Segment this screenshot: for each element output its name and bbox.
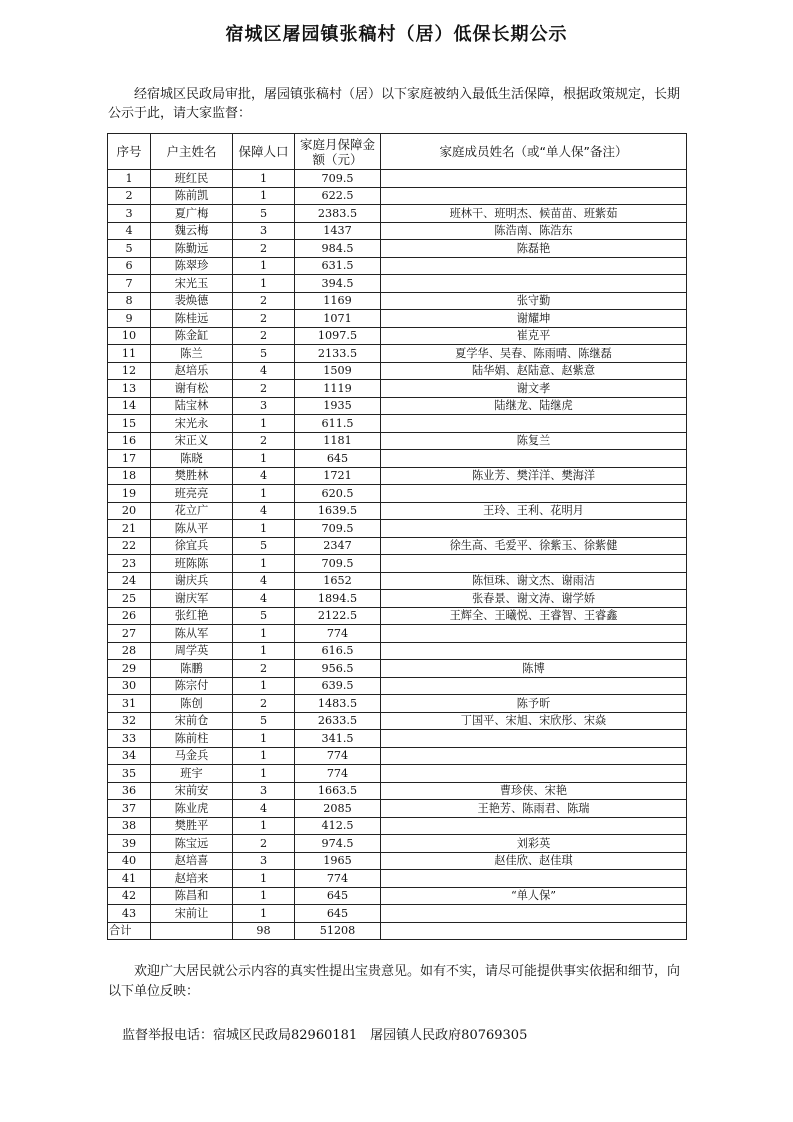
- table-row: [108, 310, 687, 328]
- table-row: [108, 642, 687, 660]
- table-row: [108, 555, 687, 573]
- cell-householder: 陈晓: [151, 450, 233, 468]
- cell-amount: 1935: [295, 397, 381, 415]
- cell-people: 1: [233, 170, 295, 188]
- cell-amount: 1071: [295, 310, 381, 328]
- cell-members: 王艳芳、陈雨君、陈瑞: [381, 800, 687, 818]
- cell-members: [381, 677, 687, 695]
- cell-index: 21: [108, 520, 151, 538]
- cell-people: 2: [233, 327, 295, 345]
- cell-index: 20: [108, 502, 151, 520]
- cell-people: 1: [233, 870, 295, 888]
- table-row: [108, 275, 687, 293]
- cell-householder: 张红艳: [151, 607, 233, 625]
- table-row: [108, 432, 687, 450]
- cell-householder: 陈从军: [151, 625, 233, 643]
- table-row: [108, 450, 687, 468]
- cell-amount: 639.5: [295, 677, 381, 695]
- cell-members: 丁国平、宋旭、宋欣彤、宋焱: [381, 712, 687, 730]
- table-row: [108, 345, 687, 363]
- cell-householder: 宋正义: [151, 432, 233, 450]
- table-row: [108, 887, 687, 905]
- cell-members: 王辉全、王曦悦、王睿智、王睿鑫: [381, 607, 687, 625]
- cell-amount: 2085: [295, 800, 381, 818]
- cell-householder: 班红民: [151, 170, 233, 188]
- cell-members: [381, 870, 687, 888]
- cell-householder: 陈勤远: [151, 240, 233, 258]
- cell-amount: 631.5: [295, 257, 381, 275]
- cell-people: 2: [233, 695, 295, 713]
- cell-people: 3: [233, 222, 295, 240]
- table-row: [108, 520, 687, 538]
- cell-people: 1: [233, 887, 295, 905]
- cell-index: 42: [108, 887, 151, 905]
- table-row: [108, 502, 687, 520]
- table-row: [108, 782, 687, 800]
- cell-people: 3: [233, 782, 295, 800]
- cell-householder: 陈金缸: [151, 327, 233, 345]
- cell-people: 1: [233, 415, 295, 433]
- cell-amount: 1097.5: [295, 327, 381, 345]
- cell-amount: 974.5: [295, 835, 381, 853]
- cell-householder: 陈桂远: [151, 310, 233, 328]
- cell-householder: 宋前让: [151, 905, 233, 923]
- cell-index: 37: [108, 800, 151, 818]
- cell-householder: 赵培乐: [151, 362, 233, 380]
- cell-amount: 341.5: [295, 730, 381, 748]
- cell-index: 35: [108, 765, 151, 783]
- cell-people: 2: [233, 432, 295, 450]
- cell-amount: 645: [295, 450, 381, 468]
- table-row: [108, 800, 687, 818]
- cell-index: 43: [108, 905, 151, 923]
- cell-people: 3: [233, 852, 295, 870]
- header-members: 家庭成员姓名（或“单人保”备注）: [381, 134, 687, 170]
- cell-householder: 樊胜平: [151, 817, 233, 835]
- table-row: [108, 537, 687, 555]
- cell-people: 2: [233, 310, 295, 328]
- cell-index: 22: [108, 537, 151, 555]
- cell-amount: 1721: [295, 467, 381, 485]
- cell-amount: 984.5: [295, 240, 381, 258]
- total-people: 98: [233, 922, 295, 940]
- cell-people: 4: [233, 800, 295, 818]
- table-row: [108, 467, 687, 485]
- cell-members: [381, 642, 687, 660]
- table-row: [108, 835, 687, 853]
- header-index: 序号: [108, 134, 151, 170]
- header-amount: 家庭月保障金额（元）: [295, 134, 381, 170]
- cell-householder: 陆宝林: [151, 397, 233, 415]
- cell-amount: 645: [295, 905, 381, 923]
- cell-amount: 645: [295, 887, 381, 905]
- cell-index: 6: [108, 257, 151, 275]
- table-row: [108, 695, 687, 713]
- cell-householder: 谢庆兵: [151, 572, 233, 590]
- cell-householder: 陈宝远: [151, 835, 233, 853]
- cell-index: 38: [108, 817, 151, 835]
- cell-members: [381, 817, 687, 835]
- cell-index: 27: [108, 625, 151, 643]
- cell-amount: 956.5: [295, 660, 381, 678]
- cell-members: [381, 905, 687, 923]
- cell-amount: 2633.5: [295, 712, 381, 730]
- cell-people: 5: [233, 205, 295, 223]
- cell-people: 1: [233, 187, 295, 205]
- cell-householder: 陈兰: [151, 345, 233, 363]
- cell-amount: 2122.5: [295, 607, 381, 625]
- cell-index: 32: [108, 712, 151, 730]
- cell-householder: 魏云梅: [151, 222, 233, 240]
- table-row: [108, 240, 687, 258]
- cell-amount: 709.5: [295, 555, 381, 573]
- cell-people: 1: [233, 642, 295, 660]
- cell-people: 4: [233, 590, 295, 608]
- cell-people: 1: [233, 485, 295, 503]
- cell-amount: 709.5: [295, 520, 381, 538]
- cell-amount: 1509: [295, 362, 381, 380]
- cell-members: [381, 170, 687, 188]
- cell-people: 2: [233, 660, 295, 678]
- cell-index: 41: [108, 870, 151, 888]
- cell-amount: 394.5: [295, 275, 381, 293]
- cell-members: [381, 485, 687, 503]
- cell-people: 1: [233, 747, 295, 765]
- cell-people: 1: [233, 765, 295, 783]
- cell-people: 1: [233, 450, 295, 468]
- table-row: [108, 222, 687, 240]
- cell-members: 徐生高、毛爱平、徐紫玉、徐紫健: [381, 537, 687, 555]
- cell-people: 1: [233, 677, 295, 695]
- cell-members: “单人保”: [381, 887, 687, 905]
- table-row: [108, 677, 687, 695]
- cell-members: [381, 765, 687, 783]
- cell-members: 陈磊艳: [381, 240, 687, 258]
- table-row: [108, 607, 687, 625]
- table-row: [108, 205, 687, 223]
- cell-amount: 1181: [295, 432, 381, 450]
- cell-amount: 611.5: [295, 415, 381, 433]
- table-row: [108, 187, 687, 205]
- cell-members: [381, 730, 687, 748]
- table-row: [108, 170, 687, 188]
- cell-members: 陆华娟、赵陆意、赵紫意: [381, 362, 687, 380]
- cell-people: 1: [233, 905, 295, 923]
- table-row: [108, 380, 687, 398]
- cell-members: 陈予昕: [381, 695, 687, 713]
- cell-members: 赵佳欣、赵佳琪: [381, 852, 687, 870]
- cell-index: 12: [108, 362, 151, 380]
- cell-householder: 陈创: [151, 695, 233, 713]
- cell-members: 陈恒珠、谢文杰、谢雨洁: [381, 572, 687, 590]
- cell-index: 33: [108, 730, 151, 748]
- cell-amount: 620.5: [295, 485, 381, 503]
- table-row: [108, 817, 687, 835]
- cell-householder: 班亮亮: [151, 485, 233, 503]
- table-row: [108, 730, 687, 748]
- cell-people: 2: [233, 835, 295, 853]
- table-header-row: [108, 134, 687, 170]
- cell-amount: 1652: [295, 572, 381, 590]
- cell-members: [381, 555, 687, 573]
- cell-people: 1: [233, 555, 295, 573]
- cell-amount: 2133.5: [295, 345, 381, 363]
- table-row: [108, 292, 687, 310]
- cell-members: [381, 187, 687, 205]
- cell-people: 1: [233, 275, 295, 293]
- cell-amount: 412.5: [295, 817, 381, 835]
- cell-index: 9: [108, 310, 151, 328]
- cell-amount: 774: [295, 747, 381, 765]
- cell-index: 23: [108, 555, 151, 573]
- cell-index: 30: [108, 677, 151, 695]
- cell-amount: 774: [295, 870, 381, 888]
- cell-people: 1: [233, 817, 295, 835]
- cell-index: 7: [108, 275, 151, 293]
- cell-members: 张春景、谢文涛、谢学娇: [381, 590, 687, 608]
- table-row: [108, 765, 687, 783]
- cell-amount: 774: [295, 765, 381, 783]
- cell-people: 1: [233, 520, 295, 538]
- cell-people: 3: [233, 397, 295, 415]
- cell-members: 陈业芳、樊洋洋、樊海洋: [381, 467, 687, 485]
- cell-householder: 陈昌和: [151, 887, 233, 905]
- table-row: [108, 625, 687, 643]
- cell-people: 4: [233, 362, 295, 380]
- cell-amount: 622.5: [295, 187, 381, 205]
- table-row: [108, 415, 687, 433]
- cell-people: 1: [233, 257, 295, 275]
- table-row: [108, 660, 687, 678]
- table-row: [108, 257, 687, 275]
- total-row: [108, 922, 687, 940]
- contact-line: 监督举报电话：宿城区民政局82960181 屠园镇人民政府80769305: [122, 1028, 528, 1043]
- total-householder: [151, 922, 233, 940]
- cell-index: 31: [108, 695, 151, 713]
- cell-index: 11: [108, 345, 151, 363]
- cell-index: 10: [108, 327, 151, 345]
- cell-people: 5: [233, 607, 295, 625]
- cell-members: 陈浩南、陈浩东: [381, 222, 687, 240]
- cell-amount: 774: [295, 625, 381, 643]
- header-people: 保障人口: [233, 134, 295, 170]
- table-row: [108, 590, 687, 608]
- cell-amount: 1894.5: [295, 590, 381, 608]
- intro-paragraph: 经宿城区民政局审批，屠园镇张稿村（居）以下家庭被纳入最低生活保障，根据政策规定，长期公示于此，请大家监督：: [108, 87, 681, 121]
- cell-amount: 2383.5: [295, 205, 381, 223]
- cell-householder: 陈前柱: [151, 730, 233, 748]
- table-row: [108, 747, 687, 765]
- cell-people: 2: [233, 240, 295, 258]
- cell-people: 1: [233, 730, 295, 748]
- cell-householder: 花立广: [151, 502, 233, 520]
- cell-members: [381, 625, 687, 643]
- cell-index: 28: [108, 642, 151, 660]
- cell-members: 曹珍侠、宋艳: [381, 782, 687, 800]
- cell-index: 24: [108, 572, 151, 590]
- cell-householder: 陈翠珍: [151, 257, 233, 275]
- cell-members: 陆继龙、陆继虎: [381, 397, 687, 415]
- table-row: [108, 572, 687, 590]
- cell-index: 5: [108, 240, 151, 258]
- cell-householder: 陈从平: [151, 520, 233, 538]
- cell-householder: 谢庆军: [151, 590, 233, 608]
- cell-members: 陈复兰: [381, 432, 687, 450]
- cell-members: 陈博: [381, 660, 687, 678]
- cell-householder: 谢有松: [151, 380, 233, 398]
- cell-householder: 宋前仓: [151, 712, 233, 730]
- cell-householder: 周学英: [151, 642, 233, 660]
- cell-amount: 2347: [295, 537, 381, 555]
- cell-index: 29: [108, 660, 151, 678]
- cell-index: 17: [108, 450, 151, 468]
- cell-householder: 陈业虎: [151, 800, 233, 818]
- table-row: [108, 905, 687, 923]
- header-householder: 户主姓名: [151, 134, 233, 170]
- cell-householder: 陈宗付: [151, 677, 233, 695]
- cell-amount: 709.5: [295, 170, 381, 188]
- cell-index: 26: [108, 607, 151, 625]
- cell-amount: 1169: [295, 292, 381, 310]
- total-members: [381, 922, 687, 940]
- closing-paragraph: 欢迎广大居民就公示内容的真实性提出宝贵意见。如有不实，请尽可能提供事实依据和细节，向以下单位反映：: [108, 964, 681, 999]
- cell-index: 8: [108, 292, 151, 310]
- cell-people: 5: [233, 537, 295, 555]
- cell-members: 王玲、王利、花明月: [381, 502, 687, 520]
- cell-householder: 樊胜林: [151, 467, 233, 485]
- cell-members: 班林干、班明杰、候苗苗、班紫茹: [381, 205, 687, 223]
- cell-householder: 宋光玉: [151, 275, 233, 293]
- cell-index: 18: [108, 467, 151, 485]
- cell-members: 谢文孝: [381, 380, 687, 398]
- cell-householder: 夏广梅: [151, 205, 233, 223]
- cell-index: 25: [108, 590, 151, 608]
- cell-members: 崔克平: [381, 327, 687, 345]
- cell-householder: 陈鹏: [151, 660, 233, 678]
- assistance-table: [107, 133, 687, 940]
- cell-members: [381, 275, 687, 293]
- cell-householder: 赵培来: [151, 870, 233, 888]
- cell-householder: 班宇: [151, 765, 233, 783]
- table-row: [108, 362, 687, 380]
- cell-householder: 马金兵: [151, 747, 233, 765]
- table-row: [108, 712, 687, 730]
- cell-members: [381, 747, 687, 765]
- cell-members: 夏学华、吴春、陈雨晴、陈继磊: [381, 345, 687, 363]
- table-row: [108, 485, 687, 503]
- cell-index: 2: [108, 187, 151, 205]
- cell-index: 4: [108, 222, 151, 240]
- cell-members: 刘彩英: [381, 835, 687, 853]
- cell-members: [381, 450, 687, 468]
- cell-index: 15: [108, 415, 151, 433]
- cell-people: 5: [233, 345, 295, 363]
- table-row: [108, 852, 687, 870]
- cell-members: 谢耀坤: [381, 310, 687, 328]
- cell-members: [381, 415, 687, 433]
- cell-amount: 1483.5: [295, 695, 381, 713]
- cell-index: 16: [108, 432, 151, 450]
- cell-index: 1: [108, 170, 151, 188]
- cell-amount: 1965: [295, 852, 381, 870]
- table-body: [108, 170, 687, 940]
- cell-amount: 1437: [295, 222, 381, 240]
- cell-members: 张守勤: [381, 292, 687, 310]
- cell-householder: 赵培喜: [151, 852, 233, 870]
- cell-members: [381, 257, 687, 275]
- cell-index: 40: [108, 852, 151, 870]
- cell-members: [381, 520, 687, 538]
- cell-index: 14: [108, 397, 151, 415]
- cell-amount: 1639.5: [295, 502, 381, 520]
- total-amount: 51208: [295, 922, 381, 940]
- cell-index: 3: [108, 205, 151, 223]
- table-row: [108, 397, 687, 415]
- table-row: [108, 327, 687, 345]
- cell-index: 39: [108, 835, 151, 853]
- cell-index: 19: [108, 485, 151, 503]
- table-row: [108, 870, 687, 888]
- cell-index: 36: [108, 782, 151, 800]
- cell-householder: 宋前安: [151, 782, 233, 800]
- cell-householder: 陈前凯: [151, 187, 233, 205]
- cell-amount: 616.5: [295, 642, 381, 660]
- cell-index: 13: [108, 380, 151, 398]
- cell-amount: 1663.5: [295, 782, 381, 800]
- cell-householder: 裴焕德: [151, 292, 233, 310]
- total-label: 合计: [108, 922, 151, 940]
- cell-householder: 班陈陈: [151, 555, 233, 573]
- cell-householder: 宋光永: [151, 415, 233, 433]
- cell-people: 4: [233, 502, 295, 520]
- cell-people: 2: [233, 292, 295, 310]
- cell-people: 4: [233, 467, 295, 485]
- cell-people: 1: [233, 625, 295, 643]
- page-title: 宿城区屠园镇张稿村（居）低保长期公示: [225, 24, 568, 45]
- cell-householder: 徐宜兵: [151, 537, 233, 555]
- cell-amount: 1119: [295, 380, 381, 398]
- cell-index: 34: [108, 747, 151, 765]
- cell-people: 4: [233, 572, 295, 590]
- cell-people: 2: [233, 380, 295, 398]
- cell-people: 5: [233, 712, 295, 730]
